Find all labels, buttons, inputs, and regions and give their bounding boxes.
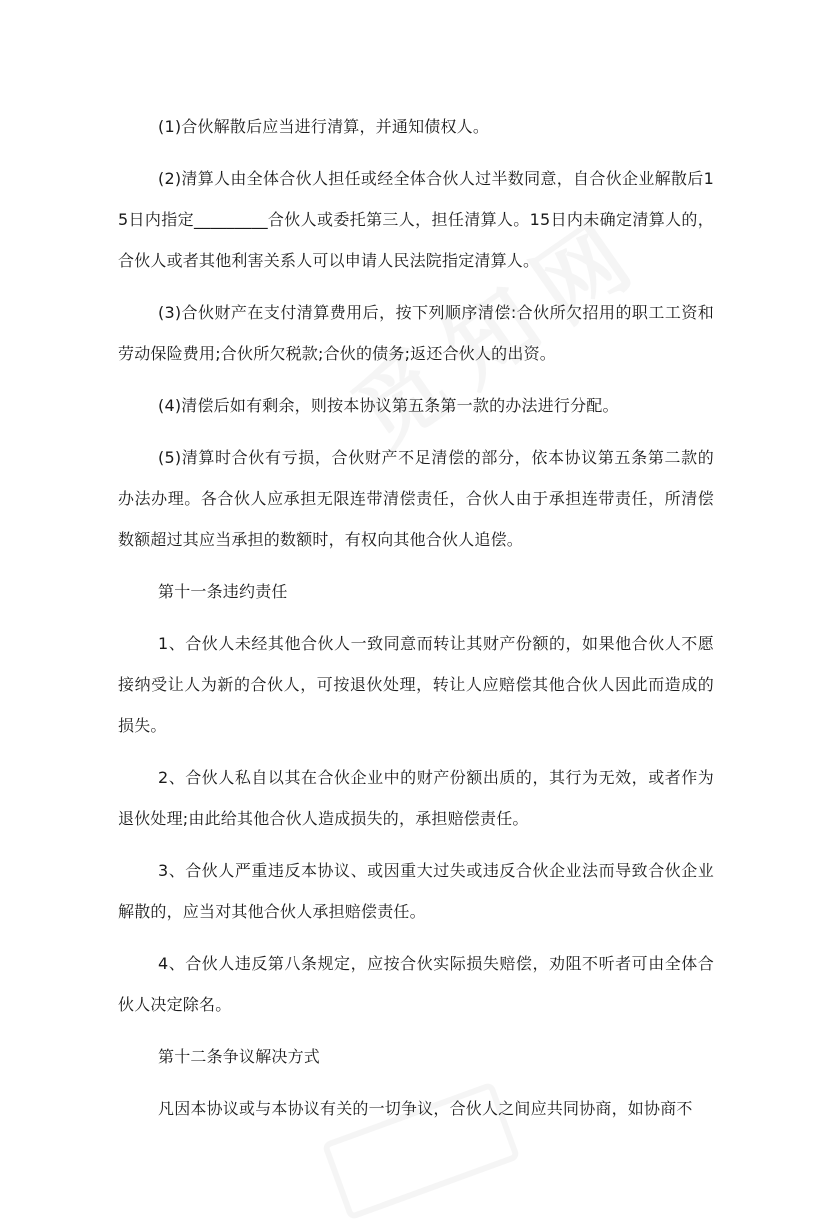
paragraph-clause-2: (2)清算人由全体合伙人担任或经全体合伙人过半数同意，自合伙企业解散后15日内指定_________合伙人或委托第三人，担任清算人。15日内未确定清算人的，合伙人或者其他利害关系人可以申请人民法院指定清算人。 [118, 169, 714, 270]
paragraph-clause-1: (1)合伙解散后应当进行清算，并通知债权人。 [158, 117, 490, 136]
paragraph-clause-5: (5)清算时合伙有亏损，合伙财产不足清偿的部分，依本协议第五条第二款的办法办理。各合伙人应承担无限连带清偿责任，合伙人由于承担连带责任，所清偿数额超过其应当承担的数额时，有权向其他合伙人追偿。 [118, 448, 714, 549]
paragraph-breach-2: 2、合伙人私自以其在合伙企业中的财产份额出质的，其行为无效，或者作为退伙处理;由此给其他合伙人造成损失的，承担赔偿责任。 [118, 768, 714, 828]
section-heading-dispute: 第十二条争议解决方式 [158, 1047, 321, 1066]
paragraph-dispute-1: 凡因本协议或与本协议有关的一切争议，合伙人之间应共同协商，如协商不 [158, 1099, 693, 1118]
paragraph-clause-4: (4)清偿后如有剩余，则按本协议第五条第一款的办法进行分配。 [158, 396, 619, 415]
paragraph-breach-3: 3、合伙人严重违反本协议、或因重大过失或违反合伙企业法而导致合伙企业解散的，应当对其他合伙人承担赔偿责任。 [118, 861, 714, 921]
section-heading-breach: 第十一条违约责任 [158, 582, 288, 601]
paragraph-breach-1: 1、合伙人未经其他合伙人一致同意而转让其财产份额的，如果他合伙人不愿接纳受让人为新的合伙人，可按退伙处理，转让人应赔偿其他合伙人因此而造成的损失。 [118, 634, 714, 735]
paragraph-clause-3: (3)合伙财产在支付清算费用后，按下列顺序清偿:合伙所欠招用的职工工资和劳动保险费用;合伙所欠税款;合伙的债务;返还合伙人的出资。 [118, 303, 714, 363]
paragraph-breach-4: 4、合伙人违反第八条规定，应按合伙实际损失赔偿，劝阻不听者可由全体合伙人决定除名。 [118, 954, 714, 1014]
document-body [118, 106, 714, 1129]
